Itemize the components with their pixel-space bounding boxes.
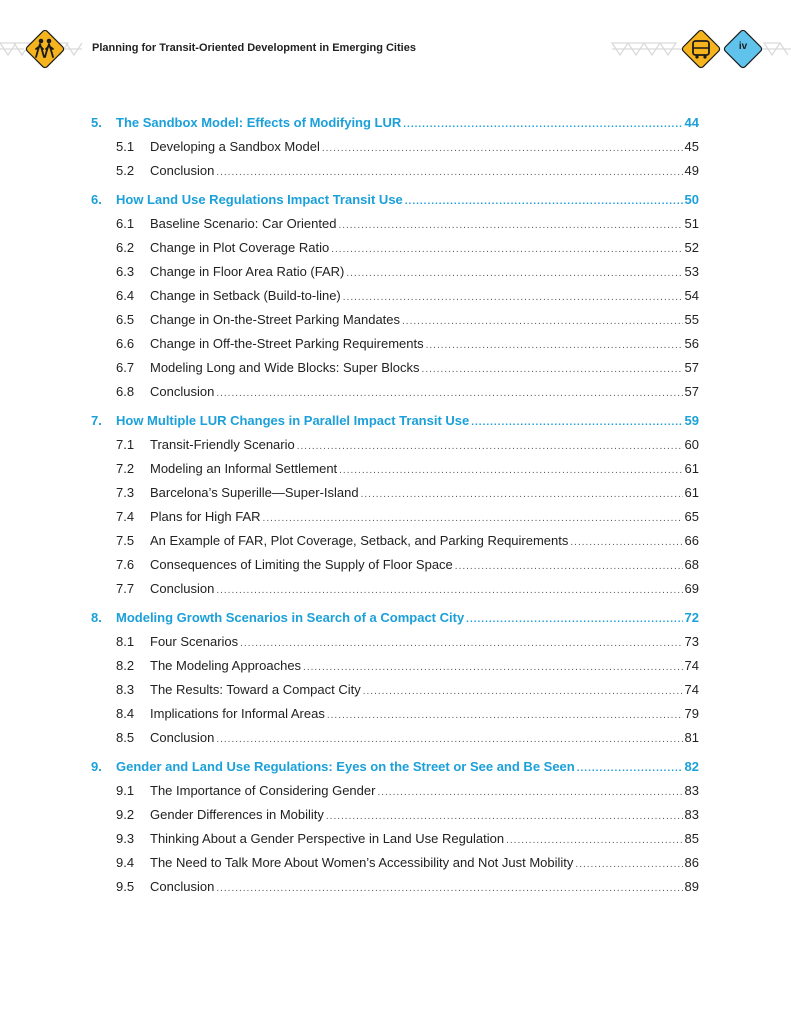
entry-title: Modeling an Informal Settlement	[150, 461, 338, 476]
toc-chapter-entry[interactable]	[91, 188, 699, 212]
entry-page-number: 68	[684, 557, 699, 572]
entry-number: 7.3	[116, 485, 135, 500]
dot-leader	[240, 632, 682, 656]
dot-leader	[506, 829, 682, 853]
toc-subsection-entry[interactable]	[91, 284, 699, 308]
entry-title: Change in On-the-Street Parking Mandates	[150, 312, 401, 327]
entry-title: Conclusion	[150, 163, 215, 178]
toc-subsection-entry[interactable]	[91, 236, 699, 260]
dot-leader	[326, 805, 683, 829]
entry-page-number: 86	[684, 855, 699, 870]
dot-leader	[361, 483, 683, 507]
toc-subsection-entry[interactable]	[91, 851, 699, 875]
entry-number: 8.	[91, 610, 102, 625]
entry-title: Conclusion	[150, 384, 215, 399]
dot-leader	[346, 262, 682, 286]
entry-number: 6.4	[116, 288, 135, 303]
toc-chapter-entry[interactable]	[91, 409, 699, 433]
entry-page-number: 53	[684, 264, 699, 279]
entry-page-number: 56	[684, 336, 699, 351]
dot-leader	[466, 608, 682, 632]
entry-page-number: 89	[684, 879, 699, 894]
entry-title: Modeling Long and Wide Blocks: Super Blocks	[150, 360, 420, 375]
entry-page-number: 66	[684, 533, 699, 548]
entry-page-number: 55	[684, 312, 699, 327]
entry-number: 6.6	[116, 336, 135, 351]
toc-subsection-entry[interactable]	[91, 457, 699, 481]
toc-subsection-entry[interactable]	[91, 553, 699, 577]
entry-page-number: 74	[684, 658, 699, 673]
toc-section	[91, 409, 699, 601]
toc-section	[91, 188, 699, 404]
entry-number: 9.4	[116, 855, 135, 870]
entry-title: Four Scenarios	[150, 634, 239, 649]
entry-title: Barcelona’s Superille—Super-Island	[150, 485, 359, 500]
toc-subsection-entry[interactable]	[91, 356, 699, 380]
entry-title: Baseline Scenario: Car Oriented	[150, 216, 337, 231]
entry-title: Implications for Informal Areas	[150, 706, 325, 721]
dot-leader	[577, 757, 683, 781]
entry-title: Gender and Land Use Regulations: Eyes on the Street or See and Be Seen	[116, 759, 575, 774]
toc-chapter-entry[interactable]	[91, 111, 699, 135]
entry-number: 5.2	[116, 163, 135, 178]
toc-subsection-entry[interactable]	[91, 726, 699, 750]
running-header-title: Planning for Transit-Oriented Development in Emerging Cities	[92, 42, 416, 54]
dot-leader	[402, 310, 683, 334]
entry-title: Conclusion	[150, 730, 215, 745]
entry-number: 8.3	[116, 682, 135, 697]
entry-page-number: 85	[684, 831, 699, 846]
pedestrians-icon	[25, 29, 65, 69]
entry-number: 7.5	[116, 533, 135, 548]
toc-subsection-entry[interactable]	[91, 505, 699, 529]
page-header	[0, 0, 791, 100]
entry-number: 9.5	[116, 879, 135, 894]
dot-leader	[263, 507, 683, 531]
entry-page-number: 81	[684, 730, 699, 745]
dot-leader	[343, 286, 683, 310]
dot-leader	[297, 435, 683, 459]
dot-leader	[216, 728, 682, 752]
entry-title: The Need to Talk More About Women’s Accessibility and Not Just Mobility	[150, 855, 574, 870]
entry-number: 5.	[91, 115, 102, 130]
dot-leader	[471, 411, 682, 435]
entry-page-number: 83	[684, 807, 699, 822]
entry-page-number: 52	[684, 240, 699, 255]
toc-subsection-entry[interactable]	[91, 135, 699, 159]
entry-page-number: 61	[684, 461, 699, 476]
entry-page-number: 79	[684, 706, 699, 721]
toc-chapter-entry[interactable]	[91, 606, 699, 630]
entry-page-number: 51	[684, 216, 699, 231]
entry-title: Thinking About a Gender Perspective in Land Use Regulation	[150, 831, 505, 846]
dot-leader	[338, 214, 682, 238]
entry-number: 6.3	[116, 264, 135, 279]
toc-subsection-entry[interactable]	[91, 308, 699, 332]
entry-title: Change in Plot Coverage Ratio	[150, 240, 330, 255]
entry-number: 5.1	[116, 139, 135, 154]
entry-page-number: 65	[684, 509, 699, 524]
toc-subsection-entry[interactable]	[91, 654, 699, 678]
entry-page-number: 54	[684, 288, 699, 303]
entry-page-number: 82	[684, 759, 699, 774]
entry-number: 9.2	[116, 807, 135, 822]
toc-subsection-entry[interactable]	[91, 803, 699, 827]
bus-icon	[681, 29, 721, 69]
entry-number: 6.2	[116, 240, 135, 255]
dot-leader	[322, 137, 683, 161]
dot-leader	[426, 334, 683, 358]
toc-subsection-entry[interactable]	[91, 433, 699, 457]
entry-number: 6.1	[116, 216, 135, 231]
entry-page-number: 61	[684, 485, 699, 500]
dot-leader	[216, 161, 682, 185]
dot-leader	[303, 656, 682, 680]
entry-title: Plans for High FAR	[150, 509, 261, 524]
entry-title: The Modeling Approaches	[150, 658, 302, 673]
toc-section	[91, 606, 699, 750]
table-of-contents	[91, 111, 699, 904]
entry-number: 8.4	[116, 706, 135, 721]
dot-leader	[216, 877, 682, 901]
dot-leader	[405, 190, 683, 214]
entry-title: Change in Floor Area Ratio (FAR)	[150, 264, 345, 279]
entry-page-number: 50	[684, 192, 699, 207]
toc-subsection-entry[interactable]	[91, 332, 699, 356]
dot-leader	[455, 555, 683, 579]
entry-title: How Land Use Regulations Impact Transit Use	[116, 192, 403, 207]
toc-subsection-entry[interactable]	[91, 159, 699, 183]
entry-title: The Results: Toward a Compact City	[150, 682, 361, 697]
toc-subsection-entry[interactable]	[91, 827, 699, 851]
toc-subsection-entry[interactable]	[91, 380, 699, 404]
toc-section	[91, 111, 699, 183]
entry-number: 7.7	[116, 581, 135, 596]
dot-leader	[216, 382, 682, 406]
entry-number: 8.5	[116, 730, 135, 745]
dot-leader	[216, 579, 682, 603]
entry-title: Modeling Growth Scenarios in Search of a Compact City	[116, 610, 465, 625]
toc-chapter-entry[interactable]	[91, 755, 699, 779]
entry-number: 6.5	[116, 312, 135, 327]
entry-number: 7.2	[116, 461, 135, 476]
entry-page-number: 73	[684, 634, 699, 649]
toc-subsection-entry[interactable]	[91, 260, 699, 284]
entry-title: Transit-Friendly Scenario	[150, 437, 295, 452]
entry-number: 7.6	[116, 557, 135, 572]
toc-subsection-entry[interactable]	[91, 779, 699, 803]
entry-title: Change in Off-the-Street Parking Requirements	[150, 336, 424, 351]
entry-title: How Multiple LUR Changes in Parallel Impact Transit Use	[116, 413, 470, 428]
entry-page-number: 69	[684, 581, 699, 596]
toc-section	[91, 755, 699, 899]
entry-number: 7.	[91, 413, 102, 428]
entry-title: Gender Differences in Mobility	[150, 807, 324, 822]
page-number: iv	[738, 41, 748, 52]
dot-leader	[575, 853, 682, 877]
entry-title: Conclusion	[150, 581, 215, 596]
toc-subsection-entry[interactable]	[91, 212, 699, 236]
dot-leader	[327, 704, 683, 728]
toc-subsection-entry[interactable]	[91, 678, 699, 702]
entry-page-number: 59	[684, 413, 699, 428]
toc-subsection-entry[interactable]	[91, 630, 699, 654]
entry-number: 7.1	[116, 437, 135, 452]
dot-leader	[377, 781, 682, 805]
entry-page-number: 57	[684, 360, 699, 375]
entry-title: An Example of FAR, Plot Coverage, Setback, and Parking Requirements	[150, 533, 569, 548]
entry-page-number: 72	[684, 610, 699, 625]
entry-page-number: 57	[684, 384, 699, 399]
dot-leader	[363, 680, 683, 704]
entry-page-number: 60	[684, 437, 699, 452]
entry-title: Consequences of Limiting the Supply of Floor Space	[150, 557, 453, 572]
dot-leader	[422, 358, 683, 382]
dot-leader	[339, 459, 682, 483]
entry-title: The Importance of Considering Gender	[150, 783, 376, 798]
toc-subsection-entry[interactable]	[91, 702, 699, 726]
dot-leader	[570, 531, 682, 555]
entry-number: 9.1	[116, 783, 135, 798]
entry-number: 6.	[91, 192, 102, 207]
entry-number: 7.4	[116, 509, 135, 524]
entry-title: Conclusion	[150, 879, 215, 894]
dot-leader	[331, 238, 682, 262]
entry-number: 6.8	[116, 384, 135, 399]
toc-subsection-entry[interactable]	[91, 875, 699, 899]
entry-page-number: 44	[684, 115, 699, 130]
entry-page-number: 49	[684, 163, 699, 178]
entry-title: The Sandbox Model: Effects of Modifying LUR	[116, 115, 402, 130]
toc-subsection-entry[interactable]	[91, 481, 699, 505]
entry-number: 8.1	[116, 634, 135, 649]
entry-number: 9.	[91, 759, 102, 774]
entry-number: 8.2	[116, 658, 135, 673]
entry-page-number: 83	[684, 783, 699, 798]
entry-number: 9.3	[116, 831, 135, 846]
entry-number: 6.7	[116, 360, 135, 375]
entry-title: Developing a Sandbox Model	[150, 139, 320, 154]
entry-page-number: 45	[684, 139, 699, 154]
entry-page-number: 74	[684, 682, 699, 697]
toc-subsection-entry[interactable]	[91, 529, 699, 553]
entry-title: Change in Setback (Build-to-line)	[150, 288, 341, 303]
toc-subsection-entry[interactable]	[91, 577, 699, 601]
dot-leader	[403, 113, 682, 137]
